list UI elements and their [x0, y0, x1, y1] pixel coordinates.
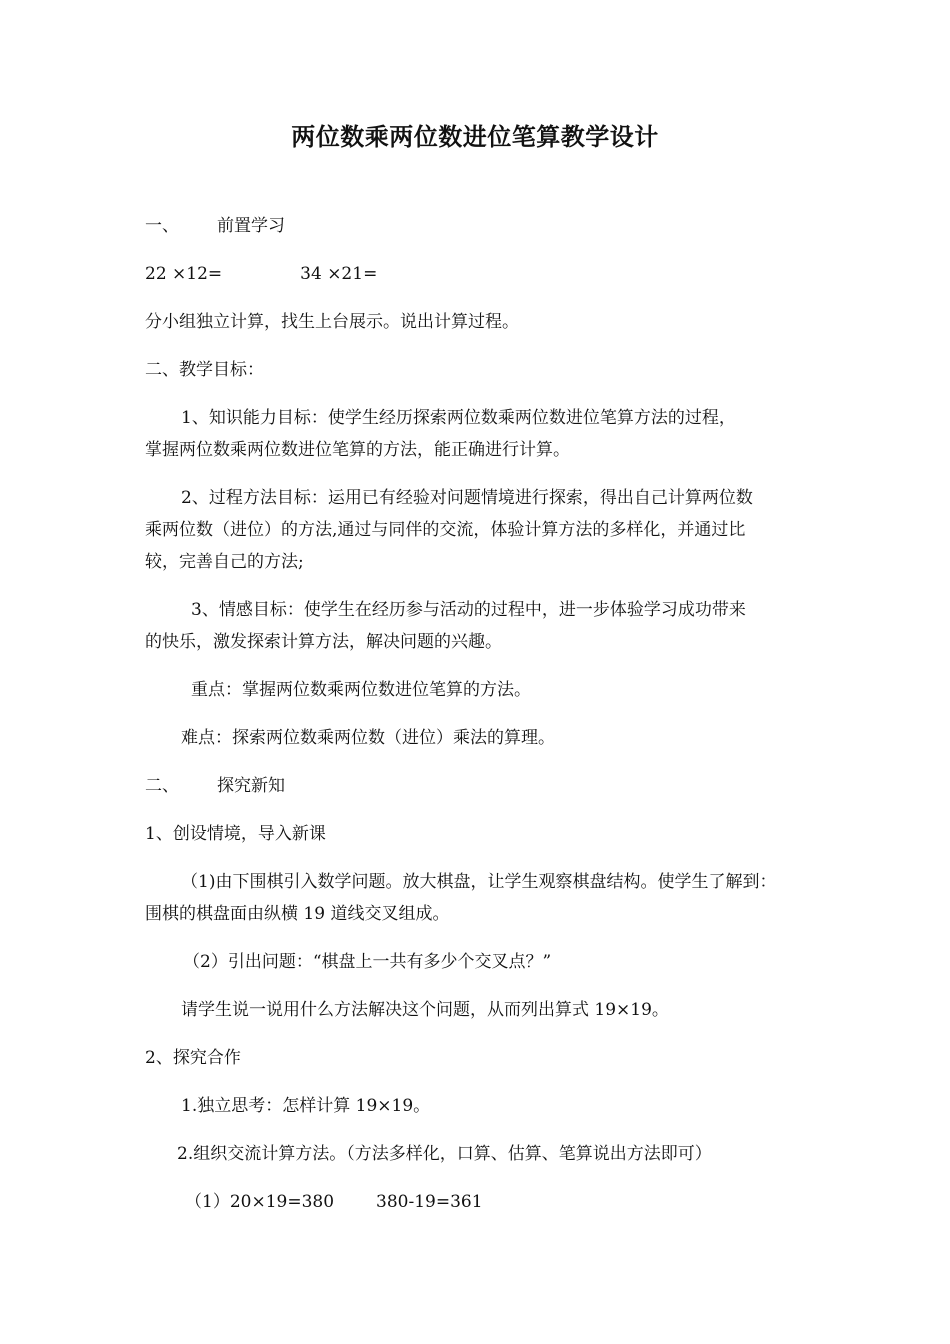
section-heading-explore [145, 770, 815, 802]
section-heading-goals: 二、教学目标： [145, 360, 264, 380]
goal-3-line-1: 3、情感目标：使学生在经历参与活动的过程中，进一步体验学习成功带来 [191, 600, 746, 620]
subsection-2-paragraph-1: 1.独立思考：怎样计算 19×19。 [181, 1096, 431, 1116]
difficulty-point: 难点：探索两位数乘两位数（进位）乘法的算理。 [181, 728, 555, 748]
subsection-1-heading: 1、创设情境，导入新课 [145, 824, 326, 844]
goal-2-line-2: 乘两位数（进位）的方法,通过与同伴的交流，体验计算方法的多样化，并通过比 [145, 520, 746, 540]
section-title: 探究新知 [217, 776, 285, 796]
prelearn-exercises [145, 258, 815, 290]
section-heading-prelearn [145, 210, 815, 242]
section-number: 二、 [145, 776, 179, 796]
subsection-2-paragraph-2: 2.组织交流计算方法。（方法多样化，口算、估算、笔算说出方法即可） [177, 1144, 712, 1164]
goal-2-line-1: 2、过程方法目标：运用已有经验对问题情境进行探索，得出自己计算两位数 [181, 488, 753, 508]
section-number: 一、 [145, 216, 179, 236]
section-title: 前置学习 [217, 216, 285, 236]
exercise-1: 22 ×12= [145, 264, 223, 284]
method-1-step-2: 380-19=361 [376, 1192, 483, 1212]
subsection-2-heading: 2、探究合作 [145, 1048, 241, 1068]
goal-1-line-2: 掌握两位数乘两位数进位笔算的方法，能正确进行计算。 [145, 440, 570, 460]
subsection-2-paragraph-3 [145, 1186, 855, 1218]
method-1-step-1: （1）20×19=380 [185, 1192, 335, 1212]
goal-1 [145, 402, 815, 466]
subsection-1-paragraph-1 [145, 866, 815, 930]
document-title: 两位数乘两位数进位笔算教学设计 [291, 122, 659, 151]
key-point: 重点：掌握两位数乘两位数进位笔算的方法。 [191, 680, 531, 700]
paragraph-line-2: 围棋的棋盘面由纵横 19 道线交叉组成。 [145, 904, 450, 924]
paragraph-line-1: （1)由下围棋引入数学问题。放大棋盘，让学生观察棋盘结构。使学生了解到： [181, 872, 777, 892]
goal-2-line-3: 较，完善自己的方法; [145, 552, 304, 572]
prelearn-note: 分小组独立计算，找生上台展示。说出计算过程。 [145, 312, 519, 332]
exercise-2: 34 ×21= [300, 264, 378, 284]
goal-2 [145, 482, 815, 578]
goal-3-line-2: 的快乐，激发探索计算方法，解决问题的兴趣。 [145, 632, 502, 652]
goal-1-line-1: 1、知识能力目标：使学生经历探索两位数乘两位数进位笔算方法的过程， [181, 408, 736, 428]
goal-3 [145, 594, 815, 658]
subsection-1-paragraph-2: （2）引出问题：“棋盘上一共有多少个交叉点？” [183, 952, 552, 972]
subsection-1-paragraph-3: 请学生说一说用什么方法解决这个问题，从而列出算式 19×19。 [181, 1000, 669, 1020]
